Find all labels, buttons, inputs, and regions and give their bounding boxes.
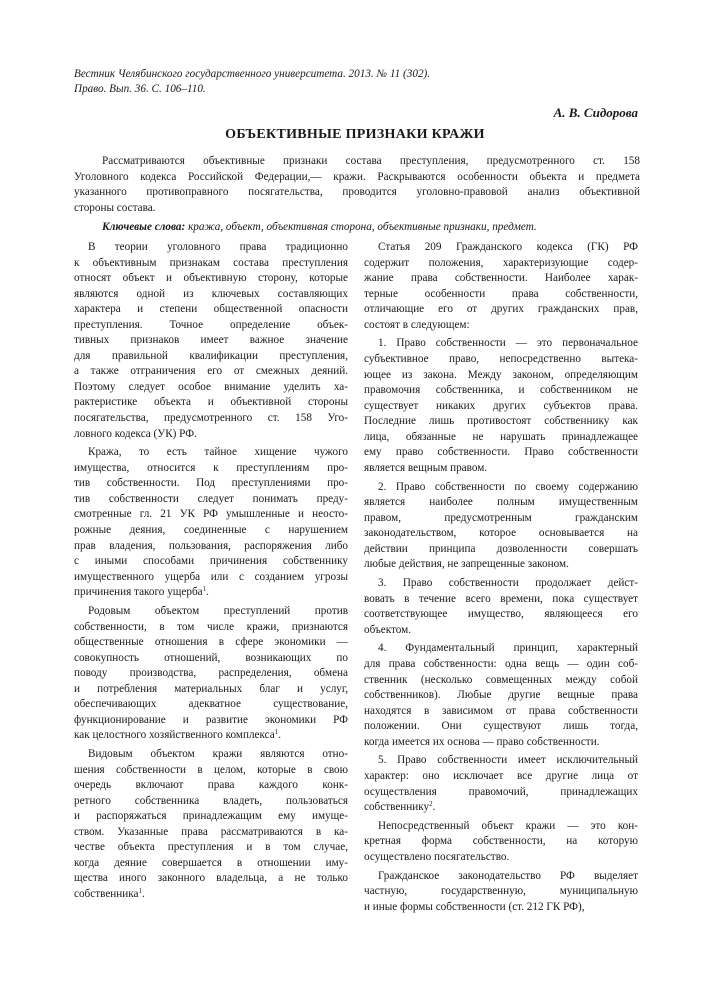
article-title: ОБЪЕКТИВНЫЕ ПРИЗНАКИ КРАЖИ — [225, 127, 485, 142]
paragraph — [364, 869, 638, 916]
text-line: шения собственности в целом, которые в свою — [74, 763, 348, 776]
text-line: находятся в зависимом от права собственности — [364, 704, 638, 717]
abstract-line: Уголовного кодекса Российской Федерации,— кражи. Раскрываются особенности объекта и предмета — [74, 170, 640, 183]
text-line: 4. Фундаментальный принцип, характерный — [378, 642, 638, 655]
paragraph — [74, 604, 348, 744]
text-line: любые действия, не запрещенные законом. — [364, 558, 569, 571]
text-line: общественные отношения в сфере экономики — — [74, 636, 348, 649]
text-line: состоят в следующем: — [364, 318, 470, 331]
journal-header — [74, 67, 654, 97]
text-line: обеспечивающих адекватное существование, — [74, 698, 348, 711]
text-line: частную, государственную, муниципальную — [364, 885, 638, 898]
text-line: является наиболее полным имущественным — [364, 496, 638, 509]
text-line: объектом. — [364, 623, 412, 636]
paragraph — [364, 576, 638, 638]
text-line: 2. Право собственности по своему содержанию — [378, 480, 638, 493]
text-line: прав владения, пользования, распоряжения либо — [74, 539, 348, 552]
text-line: Непосредственный объект кражи — это кон- — [378, 819, 638, 832]
left-column — [74, 240, 348, 906]
text-line: смотренные гл. 21 УК РФ умышленные и неосто- — [74, 508, 348, 521]
abstract — [74, 154, 640, 216]
text-line: для права собственности: одна вещь — один соб- — [364, 657, 638, 670]
text-line: ему право собственности. Право собственности — [364, 446, 638, 459]
keywords-text: кража, объект, объективная сторона, объективные признаки, предмет. — [185, 221, 537, 233]
keywords — [102, 221, 537, 233]
text-line: лица, обязанные не нарушать принадлежащее — [364, 430, 638, 443]
text-line: отличающие его от других гражданских прав, — [364, 303, 638, 316]
text-line: является вещным правом. — [364, 461, 488, 474]
text-line: кретная форма собственности, на которую — [364, 835, 638, 848]
text-line: существует никаких других субъектов права. — [364, 399, 638, 412]
text-line: ретного собственника владеть, пользоваться — [74, 794, 348, 807]
paragraph — [364, 336, 638, 476]
text-line: имущественного ущерба или с созданием угрозы — [74, 570, 348, 583]
text-line: посягательства, предусмотренного ст. 158 Уго- — [74, 412, 348, 425]
text-line: к объективным признакам состава преступления — [74, 256, 348, 269]
text-line: когда имеется их основа — право собственности. — [364, 735, 600, 748]
text-line: собственнику$^2$. — [364, 800, 436, 814]
text-line: жание права собственности. Наиболее харак- — [364, 272, 638, 285]
text-line: содержит положения, характеризующие содер- — [364, 256, 638, 269]
text-line: для правильной квалификации преступления, — [74, 349, 348, 362]
text-line: рактеристике объекта и объективной стороны — [74, 396, 348, 409]
text-line: ющее из закона. Между законом, определяющим — [364, 368, 638, 381]
abstract-line: Рассматриваются объективные признаки состава преступления, предусмотренного ст. 158 — [102, 155, 640, 167]
paragraph — [364, 240, 638, 333]
paragraph — [364, 753, 638, 815]
text-line: законодательством, которое основывается на — [364, 527, 638, 540]
text-line: с иными способами причинения собственнику — [74, 555, 348, 568]
text-line: поводу производства, распределения, обмена — [74, 667, 348, 680]
journal-line-2: Право. Вып. 36. С. 106–110. — [74, 83, 206, 95]
text-line: вовать в течение всего времени, пока существует — [364, 592, 638, 605]
text-line: Гражданское законодательство РФ выделяет — [378, 869, 638, 882]
text-line: соответствующее имущество, являющееся его — [364, 608, 638, 621]
text-line: Кража, то есть тайное хищение чужого — [88, 446, 348, 459]
footnote-ref: 2 — [429, 800, 433, 809]
text-line: тив собственности следует понимать преду- — [74, 492, 348, 505]
footnote-ref: 1 — [274, 728, 279, 737]
text-line: честве объекта преступления и в том случае, — [74, 841, 348, 854]
text-line: имущества, относится к преступлениям про- — [74, 461, 348, 474]
text-line: Родовым объектом преступлений против — [88, 604, 348, 617]
text-line: причинения такого ущерба$^1$. — [74, 585, 209, 599]
paragraph — [74, 445, 348, 600]
text-line: и распоряжаться принадлежащим ему имуще- — [74, 810, 348, 823]
text-line: как целостного хозяйственного комплекса$^1$. — [74, 728, 282, 742]
text-line: 1. Право собственности — это первоначальное — [378, 337, 638, 350]
text-line: действии принципа дозволенности совершать — [364, 542, 638, 555]
text-line: характера и степени общественной опасности — [74, 303, 348, 316]
text-line: Статья 209 Гражданского кодекса (ГК) РФ — [378, 241, 638, 253]
text-line: ством. Указанные права рассматриваются в ка- — [74, 825, 348, 838]
text-line: положении. Они существуют лишь тогда, — [364, 720, 638, 733]
footnote-ref: 1 — [138, 886, 142, 895]
text-line: собственности, в том числе кражи, признаются — [74, 620, 348, 633]
text-line: 5. Право собственности имеет исключительный — [378, 754, 638, 767]
paragraph — [74, 747, 348, 902]
text-line: совокупность отношений, возникающих по — [74, 651, 348, 664]
text-line: собственников). Любые другие вещные права — [364, 689, 638, 702]
text-line: щества иного законного владельца, а не только — [74, 872, 348, 885]
journal-line-1: Вестник Челябинского государственного университета. 2013. № 11 (302). — [74, 68, 431, 80]
text-line: 3. Право собственности продолжает дейст- — [378, 577, 638, 590]
text-line: преступления. Точное определение объек- — [74, 318, 348, 331]
text-line: рожные деяния, соединенные с нарушением — [74, 524, 348, 537]
paragraph — [364, 641, 638, 750]
text-line: когда деяние совершается в отношении иму- — [74, 856, 348, 869]
abstract-line: стороны состава. — [74, 201, 156, 214]
text-line: Видовым объектом кражи являются отно- — [88, 748, 348, 761]
text-line: тивных признаков имеет важное значение — [74, 334, 348, 347]
text-line: и потребления материальных благ и услуг, — [74, 682, 348, 695]
keywords-label: Ключевые слова: — [102, 221, 186, 233]
text-line: осуществлено посягательство. — [364, 850, 510, 863]
text-line: В теории уголовного права традиционно — [88, 241, 348, 253]
paragraph — [74, 240, 348, 442]
text-line: правом, предусмотренным гражданским — [364, 511, 638, 524]
footnote-ref: 1 — [202, 585, 207, 594]
text-line: а также отграничения его от смежных деяний. — [74, 365, 348, 378]
text-line: осуществления правомочий, принадлежащих — [364, 785, 638, 798]
paragraph — [364, 480, 638, 573]
text-line: терные особенности права собственности, — [364, 287, 638, 300]
text-line: собственника$^1$. — [74, 886, 145, 900]
text-line: Последние лишь противостоят собственнику как — [364, 415, 638, 428]
text-line: тив собственности. Под преступлениями про- — [74, 477, 348, 490]
paragraph — [364, 819, 638, 866]
text-line: Поэтому следует особое внимание уделить ха- — [74, 380, 348, 393]
abstract-line: указанного противоправного посягательства, проводится уголовно-правовой анализ объективной — [74, 186, 640, 199]
text-line: очередь включают права каждого конк- — [74, 779, 348, 792]
text-line: и иные формы собственности (ст. 212 ГК РФ), — [364, 900, 585, 913]
right-column — [364, 240, 638, 918]
text-line: характер: оно исключает все другие лица от — [364, 769, 638, 782]
author-name: А. В. Сидорова — [553, 105, 638, 120]
text-line: являются одной из ключевых составляющих — [74, 287, 348, 300]
text-line: правомочия собственника, и собственником не — [364, 384, 638, 397]
text-line: функционирование и развитие экономики РФ — [74, 713, 348, 726]
text-line: ственник (несколько совмещенных между собой — [364, 673, 638, 686]
text-line: субъективное право, непосредственно вытека- — [364, 353, 638, 366]
text-line: относят объект и объективную сторону, которые — [74, 272, 348, 285]
text-line: ловного кодекса (УК) РФ. — [74, 427, 197, 440]
